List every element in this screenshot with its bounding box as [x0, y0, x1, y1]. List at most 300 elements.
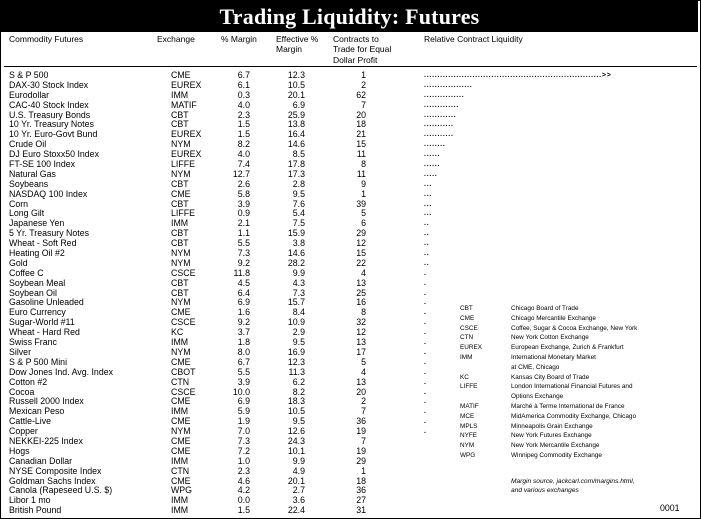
- margin-cell: 9.2: [237, 257, 250, 268]
- commodity-name: Soybean Oil: [9, 287, 57, 298]
- effective-margin-cell: 25.9: [287, 109, 305, 120]
- page-title: Trading Liquidity: Futures: [1, 1, 698, 32]
- margin-cell: 3.9: [237, 376, 250, 387]
- contracts-cell: 20: [356, 386, 366, 397]
- table-row: [0, 130, 699, 140]
- commodity-name: Libor 1 mo: [9, 495, 51, 506]
- liquidity-bar: .: [424, 378, 427, 386]
- commodity-name: 10 Yr. Euro-Govt Bund: [9, 129, 98, 140]
- contracts-cell: 19: [356, 426, 366, 437]
- exchange-cell: NYM: [171, 346, 191, 357]
- legend-name: Coffee, Sugar & Cocoa Exchange, New York: [511, 324, 638, 332]
- legend-abbr: CSCE: [460, 324, 478, 332]
- header-contracts: Contracts to Trade for Equal Dollar Profit: [333, 34, 392, 65]
- table-row: [0, 170, 699, 180]
- legend-name: New York Cotton Exchange: [511, 334, 589, 342]
- liquidity-bar: ...: [424, 200, 433, 208]
- effective-margin-cell: 24.3: [287, 435, 305, 446]
- legend-abbr: NYFE: [460, 432, 478, 440]
- margin-cell: 2.6: [237, 178, 250, 189]
- table-row: [0, 279, 699, 289]
- exchange-cell: NYM: [171, 297, 191, 308]
- commodity-name: NASDAQ 100 Index: [9, 188, 88, 199]
- contracts-cell: 7: [361, 99, 366, 110]
- liquidity-bar: ...: [424, 210, 433, 218]
- exchange-cell: IMM: [171, 218, 189, 229]
- commodity-name: Copper: [9, 426, 38, 437]
- exchange-cell: CBT: [171, 198, 189, 209]
- exchange-cell: CTN: [171, 465, 190, 476]
- exchange-cell: NYM: [171, 139, 191, 150]
- commodity-name: Dow Jones Ind. Avg. Index: [9, 366, 113, 377]
- legend-item: [460, 451, 696, 461]
- commodity-name: FT-SE 100 Index: [9, 159, 76, 170]
- legend-item: [460, 392, 696, 402]
- contracts-cell: 29: [356, 455, 366, 466]
- legend-abbr: MPLS: [460, 422, 478, 430]
- contracts-cell: 27: [356, 495, 366, 506]
- commodity-name: NYSE Composite Index: [9, 465, 102, 476]
- legend-abbr: NYM: [460, 442, 475, 450]
- effective-margin-cell: 9.9: [292, 267, 305, 278]
- commodity-name: Cotton #2: [9, 376, 48, 387]
- margin-cell: 3.9: [237, 198, 250, 209]
- contracts-cell: 8: [361, 159, 366, 170]
- margin-cell: 1.5: [237, 129, 250, 140]
- exchange-cell: IMM: [171, 337, 189, 348]
- exchange-cell: CME: [171, 307, 191, 318]
- margin-cell: 4.0: [237, 149, 250, 160]
- margin-cell: 5.9: [237, 406, 250, 417]
- margin-cell: 12.7: [232, 168, 250, 179]
- legend-name: Minneapolis Grain Exchange: [511, 422, 593, 430]
- exchange-cell: NYM: [171, 248, 191, 259]
- margin-cell: 2.3: [237, 465, 250, 476]
- effective-margin-cell: 5.4: [292, 208, 305, 219]
- liquidity-bar: ......: [424, 151, 441, 159]
- contracts-cell: 13: [356, 376, 366, 387]
- margin-cell: 7.3: [237, 435, 250, 446]
- exchange-cell: NYM: [171, 257, 191, 268]
- legend-item: [460, 324, 696, 334]
- effective-margin-cell: 9.5: [292, 188, 305, 199]
- legend-item: [460, 412, 696, 422]
- commodity-name: Cattle-Live: [9, 416, 52, 427]
- effective-margin-cell: 8.2: [292, 386, 305, 397]
- margin-cell: 1.9: [237, 416, 250, 427]
- legend-abbr: MCE: [460, 412, 475, 420]
- effective-margin-cell: 12.6: [287, 426, 305, 437]
- legend-abbr: EUREX: [460, 344, 483, 352]
- page-number: 0001: [660, 503, 680, 513]
- contracts-cell: 17: [356, 346, 366, 357]
- effective-margin-cell: 6.9: [292, 99, 305, 110]
- contracts-cell: 1: [361, 465, 366, 476]
- exchange-cell: CME: [171, 356, 191, 367]
- exchange-cell: IMM: [171, 455, 189, 466]
- legend-item: [460, 382, 696, 392]
- exchange-cell: WPG: [171, 485, 193, 496]
- legend-item: [460, 343, 696, 353]
- effective-margin-cell: 20.1: [287, 89, 305, 100]
- contracts-cell: 1: [361, 70, 366, 80]
- effective-margin-cell: 10.1: [287, 445, 305, 456]
- commodity-name: Natural Gas: [9, 168, 56, 179]
- contracts-cell: 11: [356, 149, 366, 160]
- effective-margin-cell: 22.4: [287, 505, 305, 516]
- legend-name: Chicago Board of Trade: [511, 305, 579, 312]
- exchange-cell: CBT: [171, 178, 189, 189]
- contracts-cell: 15: [356, 248, 366, 259]
- margin-cell: 8.2: [237, 139, 250, 150]
- commodity-name: NEKKEI-225 Index: [9, 435, 83, 446]
- legend-abbr: MATIF: [460, 402, 479, 410]
- contracts-cell: 39: [356, 198, 366, 209]
- liquidity-bar: .: [424, 299, 427, 307]
- effective-margin-cell: 15.7: [287, 297, 305, 308]
- effective-margin-cell: 20.1: [287, 475, 305, 486]
- exchange-cell: IMM: [171, 495, 189, 506]
- contracts-cell: 19: [356, 445, 366, 456]
- contracts-cell: 62: [356, 89, 366, 100]
- table-row: [0, 71, 699, 81]
- commodity-name: Silver: [9, 346, 31, 357]
- legend-name: New York Futures Exchange: [511, 432, 592, 440]
- effective-margin-cell: 15.9: [287, 228, 305, 239]
- margin-cell: 4.2: [237, 485, 250, 496]
- liquidity-bar: .: [424, 269, 427, 277]
- commodity-name: DJ Euro Stoxx50 Index: [9, 149, 99, 160]
- margin-cell: 5.8: [237, 188, 250, 199]
- header-exchange: Exchange: [157, 34, 195, 44]
- legend-abbr: CME: [460, 314, 475, 322]
- margin-cell: 1.5: [237, 505, 250, 516]
- legend-item: [460, 431, 696, 441]
- liquidity-bar: ..: [424, 259, 430, 267]
- liquidity-bar: .: [424, 289, 427, 297]
- table-row: [0, 289, 699, 299]
- liquidity-bar: ............: [424, 111, 457, 119]
- exchange-cell: CME: [171, 396, 191, 407]
- exchange-cell: CBT: [171, 109, 189, 120]
- liquidity-bar: .: [424, 339, 427, 347]
- effective-margin-cell: 4.3: [292, 277, 305, 288]
- exchange-cell: CME: [171, 70, 191, 80]
- legend-abbr: KC: [460, 373, 469, 381]
- liquidity-bar: ..................................................................>>: [424, 72, 612, 79]
- effective-margin-cell: 17.3: [287, 168, 305, 179]
- liquidity-bar: .: [424, 329, 427, 337]
- margin-cell: 5.5: [237, 366, 250, 377]
- legend-item: [460, 314, 696, 324]
- legend-name: Kansas City Board of Trade: [511, 373, 590, 381]
- commodity-name: Soybeans: [9, 178, 49, 189]
- margin-cell: 9.2: [237, 317, 250, 328]
- commodity-name: Corn: [9, 198, 29, 209]
- contracts-cell: 4: [361, 267, 366, 278]
- commodity-name: Coffee C: [9, 267, 44, 278]
- commodity-name: Mexican Peso: [9, 406, 65, 417]
- contracts-cell: 32: [356, 317, 366, 328]
- legend-name: London International Financial Futures and: [511, 383, 633, 391]
- margin-cell: 1.5: [237, 119, 250, 130]
- commodity-name: CAC-40 Stock Index: [9, 99, 89, 110]
- table-row: [0, 229, 699, 239]
- effective-margin-cell: 14.6: [287, 248, 305, 259]
- effective-margin-cell: 16.9: [287, 346, 305, 357]
- commodity-name: Gold: [9, 257, 28, 268]
- exchange-cell: CME: [171, 445, 191, 456]
- effective-margin-cell: 10.9: [287, 317, 305, 328]
- legend-item: [460, 402, 696, 412]
- legend-abbr: WPG: [460, 451, 476, 459]
- margin-cell: 10.0: [232, 386, 250, 397]
- contracts-cell: 1: [361, 188, 366, 199]
- legend-name: at CME, Chicago: [511, 363, 560, 371]
- table-row: [0, 249, 699, 259]
- table-row: [0, 506, 699, 516]
- exchange-cell: IMM: [171, 505, 189, 516]
- table-row: [0, 101, 699, 111]
- legend-item: [460, 422, 696, 432]
- margin-cell: 1.8: [237, 337, 250, 348]
- table-row: [0, 111, 699, 121]
- contracts-cell: 2: [361, 396, 366, 407]
- liquidity-bar: .: [424, 408, 427, 416]
- exchange-cell: IMM: [171, 89, 189, 100]
- exchange-cell: CTN: [171, 376, 190, 387]
- contracts-cell: 5: [361, 356, 366, 367]
- legend-name: International Monetary Market: [511, 353, 596, 361]
- margin-cell: 4.6: [237, 475, 250, 486]
- exchange-cell: CBOT: [171, 366, 196, 377]
- margin-cell: 6.9: [237, 297, 250, 308]
- exchange-cell: EUREX: [171, 129, 202, 140]
- effective-margin-cell: 8.4: [292, 307, 305, 318]
- effective-margin-cell: 14.6: [287, 139, 305, 150]
- exchange-cell: CBT: [171, 228, 189, 239]
- commodity-name: Long Gilt: [9, 208, 45, 219]
- source-note: Margin source, jackcarl.com/margins.html, and various exchanges: [511, 478, 635, 495]
- contracts-cell: 13: [356, 337, 366, 348]
- legend-abbr: IMM: [460, 353, 473, 361]
- contracts-cell: 7: [361, 435, 366, 446]
- exchange-cell: LIFFE: [171, 208, 195, 219]
- effective-margin-cell: 9.9: [292, 455, 305, 466]
- contracts-cell: 18: [356, 475, 366, 486]
- liquidity-bar: ...: [424, 180, 433, 188]
- commodity-name: Wheat - Hard Red: [9, 327, 80, 338]
- effective-margin-cell: 12.3: [287, 356, 305, 367]
- effective-margin-cell: 6.2: [292, 376, 305, 387]
- commodity-name: Canola (Rapeseed U.S. $): [9, 485, 113, 496]
- header-margin: % Margin: [221, 34, 257, 44]
- effective-margin-cell: 9.5: [292, 337, 305, 348]
- liquidity-bar: .: [424, 388, 427, 396]
- table-row: [0, 200, 699, 210]
- commodity-name: Sugar-World #11: [9, 317, 75, 328]
- effective-margin-cell: 16.4: [287, 129, 305, 140]
- table-row: [0, 259, 699, 269]
- margin-cell: 1.0: [237, 455, 250, 466]
- exchange-cell: CME: [171, 475, 191, 486]
- effective-margin-cell: 7.6: [292, 198, 305, 209]
- exchange-cell: CSCE: [171, 386, 196, 397]
- header-commodity: Commodity Futures: [9, 34, 84, 44]
- legend-item: [460, 353, 696, 363]
- effective-margin-cell: 3.6: [292, 495, 305, 506]
- table-row: [0, 219, 699, 229]
- margin-cell: 1.6: [237, 307, 250, 318]
- header-relative-liquidity: Relative Contract Liquidity: [424, 34, 523, 44]
- margin-cell: 0.9: [237, 208, 250, 219]
- legend-item: [460, 373, 696, 383]
- exchange-cell: EUREX: [171, 79, 202, 90]
- exchange-cell: NYM: [171, 168, 191, 179]
- table-row: [0, 140, 699, 150]
- contracts-cell: 21: [356, 129, 366, 140]
- exchange-cell: CSCE: [171, 317, 196, 328]
- legend-item: [460, 363, 696, 373]
- liquidity-bar: ..: [424, 220, 430, 228]
- margin-cell: 6.4: [237, 287, 250, 298]
- commodity-name: Goldman Sachs Index: [9, 475, 96, 486]
- contracts-cell: 6: [361, 218, 366, 229]
- contracts-cell: 18: [356, 119, 366, 130]
- margin-cell: 11.8: [233, 267, 250, 278]
- effective-margin-cell: 18.3: [287, 396, 305, 407]
- contracts-cell: 36: [356, 416, 366, 427]
- exchange-cell: CME: [171, 188, 191, 199]
- margin-cell: 0.3: [237, 89, 250, 100]
- legend-item: [460, 304, 696, 314]
- liquidity-bar: ...: [424, 190, 433, 198]
- effective-margin-cell: 7.3: [292, 287, 305, 298]
- effective-margin-cell: 9.5: [292, 416, 305, 427]
- liquidity-bar: ..: [424, 250, 430, 258]
- commodity-name: British Pound: [9, 505, 62, 516]
- contracts-cell: 16: [356, 297, 366, 308]
- commodity-name: Euro Currency: [9, 307, 66, 318]
- legend-abbr: LIFFE: [460, 383, 478, 391]
- margin-cell: 6.7: [237, 356, 250, 367]
- legend-name: MidAmerica Commodity Exchange, Chicago: [511, 412, 637, 420]
- liquidity-bar: ......: [424, 161, 441, 169]
- liquidity-bar: ........: [424, 141, 446, 149]
- contracts-cell: 20: [356, 109, 366, 120]
- exchange-cell: LIFFE: [171, 159, 195, 170]
- exchange-cell: CSCE: [171, 267, 196, 278]
- legend-item: [460, 333, 696, 343]
- margin-cell: 1.1: [237, 228, 250, 239]
- liquidity-bar: .....: [424, 170, 438, 178]
- contracts-cell: 8: [361, 307, 366, 318]
- commodity-name: 10 Yr. Treasury Notes: [9, 119, 94, 130]
- liquidity-bar: ..................: [424, 81, 473, 89]
- table-row: [0, 120, 699, 130]
- contracts-cell: 36: [356, 485, 366, 496]
- effective-margin-cell: 10.5: [287, 406, 305, 417]
- commodity-name: 5 Yr. Treasury Notes: [9, 228, 90, 239]
- liquidity-bar: .: [424, 418, 427, 426]
- liquidity-bar: .: [424, 309, 427, 317]
- legend-name: New York Mercantile Exchange: [511, 442, 600, 450]
- margin-cell: 2.1: [237, 218, 250, 229]
- liquidity-bar: ..: [424, 240, 430, 248]
- margin-cell: 3.7: [237, 327, 250, 338]
- commodity-name: U.S. Treasury Bonds: [9, 109, 91, 120]
- margin-cell: 0.0: [237, 495, 250, 506]
- contracts-cell: 7: [361, 406, 366, 417]
- exchange-cell: CBT: [171, 277, 189, 288]
- effective-margin-cell: 2.9: [292, 327, 305, 338]
- contracts-cell: 12: [356, 327, 366, 338]
- contracts-cell: 31: [356, 505, 366, 516]
- table-row: [0, 467, 699, 477]
- effective-margin-cell: 28.2: [287, 257, 305, 268]
- exchange-cell: CBT: [171, 119, 189, 130]
- effective-margin-cell: 3.8: [292, 238, 305, 249]
- header-divider: [4, 66, 697, 67]
- effective-margin-cell: 4.9: [292, 465, 305, 476]
- effective-margin-cell: 11.3: [288, 366, 305, 377]
- margin-cell: 6.9: [237, 396, 250, 407]
- exchange-cell: IMM: [171, 406, 189, 417]
- commodity-name: Russell 2000 Index: [9, 396, 84, 407]
- contracts-cell: 29: [356, 228, 366, 239]
- table-row: [0, 160, 699, 170]
- liquidity-bar: .: [424, 358, 427, 366]
- liquidity-bar: ...........: [424, 121, 454, 129]
- commodity-name: Soybean Meal: [9, 277, 66, 288]
- margin-cell: 6.1: [237, 79, 250, 90]
- legend-name: Marché à Terme International de France: [511, 402, 625, 410]
- margin-cell: 6.7: [237, 70, 250, 80]
- contracts-cell: 4: [361, 366, 366, 377]
- table-row: [0, 81, 699, 91]
- margin-cell: 7.2: [237, 445, 250, 456]
- margin-cell: 4.0: [237, 99, 250, 110]
- commodity-name: Hogs: [9, 445, 30, 456]
- margin-cell: 2.3: [237, 109, 250, 120]
- commodity-name: Cocoa: [9, 386, 35, 397]
- legend-item: [460, 441, 696, 451]
- contracts-cell: 2: [361, 79, 366, 90]
- legend-abbr: CTN: [460, 334, 474, 342]
- commodity-name: Eurodollar: [9, 89, 50, 100]
- liquidity-bar: ...............: [424, 91, 465, 99]
- exchange-legend: [460, 304, 696, 461]
- liquidity-bar: .: [424, 279, 427, 287]
- header-effective-margin: Effective % Margin: [276, 34, 319, 55]
- liquidity-bar: .: [424, 398, 427, 406]
- legend-name: Winnipeg Commodity Exchange: [511, 451, 602, 459]
- commodity-name: Gasoline Unleaded: [9, 297, 84, 308]
- legend-name: Chicago Mercantile Exchange: [511, 314, 596, 322]
- commodity-name: DAX-30 Stock Index: [9, 79, 89, 90]
- effective-margin-cell: 7.5: [292, 218, 305, 229]
- legend-name: Options Exchange: [511, 393, 564, 401]
- effective-margin-cell: 12.3: [287, 70, 305, 80]
- liquidity-bar: .: [424, 319, 427, 327]
- table-row: [0, 91, 699, 101]
- table-row: [0, 269, 699, 279]
- legend-abbr: CBT: [460, 305, 473, 312]
- contracts-cell: 13: [356, 277, 366, 288]
- legend-name: European Exchange, Zurich & Frankfurt: [511, 344, 624, 352]
- effective-margin-cell: 17.8: [287, 159, 305, 170]
- margin-cell: 5.5: [237, 238, 250, 249]
